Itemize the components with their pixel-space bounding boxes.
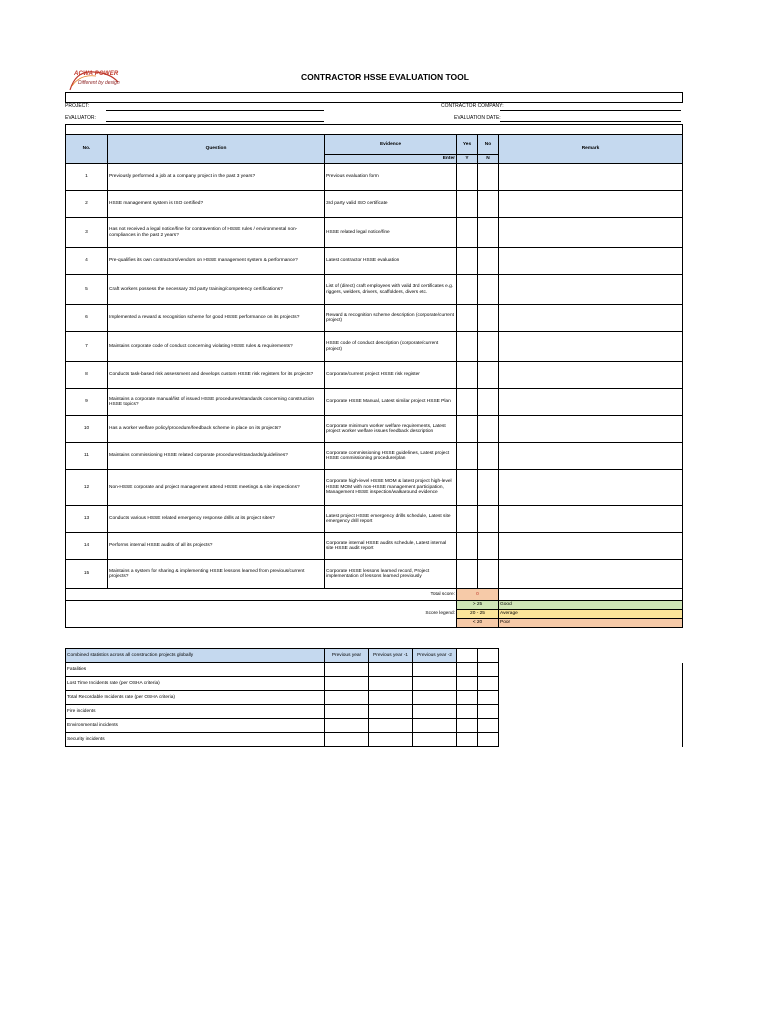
stats-col-previous-year: Previous year: [325, 649, 369, 663]
stats-cell[interactable]: [413, 663, 457, 677]
evidence-text: Corporate HSSE lessons learned record, Project implementation of lessons learned previously: [325, 560, 457, 589]
legend-range: < 20: [457, 619, 499, 628]
question-row: [66, 470, 683, 506]
header-evidence: Evidence: [325, 135, 457, 155]
question-text: Conducts various HSSE related emergency response drills at its project sites?: [108, 506, 325, 533]
stats-blank: [499, 719, 683, 733]
stats-cell[interactable]: [457, 719, 478, 733]
stats-cell[interactable]: [413, 705, 457, 719]
stats-cell[interactable]: [325, 719, 369, 733]
evaluator-label: EVALUATOR:: [65, 115, 96, 121]
yes-cell[interactable]: [457, 560, 478, 589]
contractor-label: CONTRACTOR COMPANY:: [441, 103, 504, 109]
evidence-text: Corporate high-level HSSE MOM & latest project high-level HSSE MOM with non-HSSE management participation, Management HSSE inspection/walkaround evidence: [325, 470, 457, 506]
question-text: Maintains a corporate manual/list of issued HSSE procedures/standards concerning construction HSSE topics?: [108, 389, 325, 416]
stats-row: [66, 691, 683, 705]
total-blank: [499, 589, 683, 601]
yes-cell[interactable]: [457, 248, 478, 275]
remark-cell[interactable]: [499, 560, 683, 589]
remark-cell[interactable]: [499, 164, 683, 191]
yes-cell[interactable]: [457, 305, 478, 332]
stats-row-label: Security incidents: [66, 733, 325, 747]
date-field[interactable]: [500, 121, 681, 122]
row-number: 6: [66, 305, 108, 332]
evidence-text: Latest project HSSE emergency drills schedule, Latest site emergency drill report: [325, 506, 457, 533]
evaluator-field[interactable]: [106, 121, 324, 122]
stats-row-label: Total Recordable Incidents rate (per OSHA criteria): [66, 691, 325, 705]
stats-cell[interactable]: [369, 691, 413, 705]
question-row: [66, 218, 683, 248]
evidence-text: HSSE related legal notice/fine: [325, 218, 457, 248]
yes-code: Y: [457, 155, 478, 164]
remark-cell[interactable]: [499, 443, 683, 470]
yes-cell[interactable]: [457, 533, 478, 560]
no-cell[interactable]: [478, 191, 499, 218]
evidence-text: Corporate internal HSSE audits schedule, Latest internal site HSSE audit report: [325, 533, 457, 560]
stats-header: Combined statistics across all construction projects globally: [66, 649, 325, 663]
stats-cell[interactable]: [457, 691, 478, 705]
question-row: [66, 416, 683, 443]
yes-cell[interactable]: [457, 470, 478, 506]
remark-cell[interactable]: [499, 416, 683, 443]
company-logo: [66, 68, 122, 94]
enter-label: Enter: [325, 155, 457, 164]
logo-name: ACWA POWER: [74, 71, 119, 77]
statistics-table: [65, 648, 683, 747]
stats-cell[interactable]: [413, 733, 457, 747]
page-title: CONTRACTOR HSSE EVALUATION TOOL: [301, 72, 469, 82]
evidence-text: Corporate minimum worker welfare requirements, Latest project worker welfare issues feedback description: [325, 416, 457, 443]
legend-range: 20 - 25: [457, 610, 499, 619]
header-yes: Yes: [457, 135, 478, 155]
stats-cell[interactable]: [325, 733, 369, 747]
question-row: [66, 533, 683, 560]
stats-cell[interactable]: [369, 677, 413, 691]
stats-row-label: Fatalities: [66, 663, 325, 677]
question-row: [66, 191, 683, 218]
yes-cell[interactable]: [457, 164, 478, 191]
row-number: 9: [66, 389, 108, 416]
stats-blank: [499, 677, 683, 691]
stats-cell[interactable]: [478, 677, 499, 691]
stats-cell[interactable]: [457, 663, 478, 677]
stats-cell[interactable]: [478, 719, 499, 733]
question-text: HSSE management system is ISO certified?: [108, 191, 325, 218]
header-remark: Remark: [499, 135, 683, 164]
remark-cell[interactable]: [499, 275, 683, 305]
question-row: [66, 275, 683, 305]
yes-cell[interactable]: [457, 389, 478, 416]
no-cell[interactable]: [478, 218, 499, 248]
no-cell[interactable]: [478, 560, 499, 589]
evidence-text: Latest contractor HSSE evaluation: [325, 248, 457, 275]
remark-cell[interactable]: [499, 218, 683, 248]
total-score: 0: [457, 589, 499, 601]
row-number: 13: [66, 506, 108, 533]
stats-row: [66, 719, 683, 733]
no-cell[interactable]: [478, 332, 499, 362]
no-cell[interactable]: [478, 248, 499, 275]
legend-text: Good: [499, 601, 683, 610]
row-number: 1: [66, 164, 108, 191]
row-number: 14: [66, 533, 108, 560]
legend-label: Score legend:: [66, 601, 457, 628]
remark-cell[interactable]: [499, 506, 683, 533]
no-cell[interactable]: [478, 362, 499, 389]
question-text: Maintains corporate code of conduct concerning violating HSSE rules & requirements?: [108, 332, 325, 362]
stats-cell[interactable]: [369, 733, 413, 747]
remark-cell[interactable]: [499, 470, 683, 506]
evaluation-table: [65, 134, 683, 628]
remark-cell[interactable]: [499, 533, 683, 560]
remark-cell[interactable]: [499, 332, 683, 362]
stats-cell[interactable]: [457, 733, 478, 747]
no-cell[interactable]: [478, 389, 499, 416]
header-bar: [65, 92, 683, 103]
row-number: 7: [66, 332, 108, 362]
stats-blank: [478, 649, 499, 663]
question-text: Maintains commissioning HSSE related corporate procedures/standards/guidelines?: [108, 443, 325, 470]
yes-cell[interactable]: [457, 275, 478, 305]
stats-cell[interactable]: [413, 719, 457, 733]
question-row: [66, 443, 683, 470]
question-text: Previously performed a job at a company project in the past 3 years?: [108, 164, 325, 191]
stats-cell[interactable]: [325, 677, 369, 691]
evidence-text: Reward & recognition scheme description (corporate/current project): [325, 305, 457, 332]
stats-blank: [499, 649, 683, 663]
no-cell[interactable]: [478, 275, 499, 305]
no-cell[interactable]: [478, 443, 499, 470]
legend-text: Average: [499, 610, 683, 619]
question-text: Non-HSSE corporate and project management attend HSSE meetings & site inspections?: [108, 470, 325, 506]
stats-cell[interactable]: [413, 691, 457, 705]
question-text: Has a worker welfare policy/procedure/feedback scheme in place on its projects?: [108, 416, 325, 443]
date-label: EVALUATION DATE:: [454, 115, 501, 121]
no-cell[interactable]: [478, 470, 499, 506]
legend-range: > 25: [457, 601, 499, 610]
stats-cell[interactable]: [325, 663, 369, 677]
no-cell[interactable]: [478, 305, 499, 332]
stats-col-previous-year-1: Previous year -1: [369, 649, 413, 663]
question-text: Performs internal HSSE audits of all its projects?: [108, 533, 325, 560]
stats-cell[interactable]: [369, 719, 413, 733]
stats-cell[interactable]: [478, 733, 499, 747]
no-cell[interactable]: [478, 416, 499, 443]
question-row: [66, 560, 683, 589]
remark-cell[interactable]: [499, 305, 683, 332]
legend-row: [66, 601, 683, 610]
project-field[interactable]: [106, 110, 324, 111]
stats-cell[interactable]: [413, 677, 457, 691]
remark-cell[interactable]: [499, 389, 683, 416]
evidence-text: List of (direct) craft employees with valid 3rd certificates e.g. riggers, welders, drivers, scaffolders, divers etc.: [325, 275, 457, 305]
no-code: N: [478, 155, 499, 164]
header-question: Question: [108, 135, 325, 164]
stats-blank: [499, 663, 683, 677]
evidence-text: Corporate/current project HSSE risk register: [325, 362, 457, 389]
row-number: 2: [66, 191, 108, 218]
evidence-text: Previous evaluation form: [325, 164, 457, 191]
stats-row-label: Fire incidents: [66, 705, 325, 719]
legend-text: Poor: [499, 619, 683, 628]
no-cell[interactable]: [478, 506, 499, 533]
row-number: 10: [66, 416, 108, 443]
header-no: No.: [66, 135, 108, 164]
row-number: 4: [66, 248, 108, 275]
stats-row: [66, 663, 683, 677]
no-cell[interactable]: [478, 164, 499, 191]
stats-cell[interactable]: [457, 705, 478, 719]
logo-tagline: Different by design: [78, 80, 120, 86]
question-text: Conducts task-based risk assessment and develops custom HSSE risk registers for its projects?: [108, 362, 325, 389]
stats-cell[interactable]: [457, 677, 478, 691]
question-row: [66, 506, 683, 533]
header-no-col: No: [478, 135, 499, 155]
question-row: [66, 389, 683, 416]
question-row: [66, 164, 683, 191]
row-number: 12: [66, 470, 108, 506]
total-label: Total score:: [66, 589, 457, 601]
stats-row-label: Lost Time Incidents rate (per OSHA criteria): [66, 677, 325, 691]
remark-cell[interactable]: [499, 248, 683, 275]
evidence-text: 3rd party valid ISO certificate: [325, 191, 457, 218]
no-cell[interactable]: [478, 533, 499, 560]
evidence-text: Corporate HSSE Manual, Latest similar project HSSE Plan: [325, 389, 457, 416]
total-row: [66, 589, 683, 601]
row-number: 5: [66, 275, 108, 305]
stats-row-label: Environmental incidents: [66, 719, 325, 733]
stats-row: [66, 705, 683, 719]
stats-cell[interactable]: [478, 691, 499, 705]
evidence-text: HSSE code of conduct description (corporate/current project): [325, 332, 457, 362]
stats-cell[interactable]: [478, 705, 499, 719]
remark-cell[interactable]: [499, 191, 683, 218]
question-row: [66, 248, 683, 275]
stats-row: [66, 677, 683, 691]
row-number: 15: [66, 560, 108, 589]
yes-cell[interactable]: [457, 416, 478, 443]
stats-blank: [499, 705, 683, 719]
yes-cell[interactable]: [457, 218, 478, 248]
stats-cell[interactable]: [369, 663, 413, 677]
stats-row: [66, 733, 683, 747]
question-row: [66, 362, 683, 389]
row-number: 8: [66, 362, 108, 389]
yes-cell[interactable]: [457, 191, 478, 218]
yes-cell[interactable]: [457, 362, 478, 389]
question-row: [66, 332, 683, 362]
row-number: 3: [66, 218, 108, 248]
question-text: Has not received a legal notice/fine for contravention of HSSE rules / environmental non-compliances in the past 2 years?: [108, 218, 325, 248]
remark-cell[interactable]: [499, 362, 683, 389]
row-number: 11: [66, 443, 108, 470]
project-label: PROJECT:: [65, 103, 90, 109]
stats-cell[interactable]: [369, 705, 413, 719]
question-text: Maintains a system for sharing & implementing HSSE lessons learned from previous/current projects?: [108, 560, 325, 589]
question-text: Pre-qualifies its own contractors/vendors on HSSE management system & performance?: [108, 248, 325, 275]
question-row: [66, 305, 683, 332]
contractor-field[interactable]: [500, 110, 681, 111]
stats-cell[interactable]: [478, 663, 499, 677]
question-text: Craft workers possess the necessary 3rd party training/competency certifications?: [108, 275, 325, 305]
stats-blank: [499, 733, 683, 747]
question-text: Implemented a reward & recognition scheme for good HSSE performance on its projects?: [108, 305, 325, 332]
stats-cell[interactable]: [325, 691, 369, 705]
yes-cell[interactable]: [457, 506, 478, 533]
stats-blank: [499, 691, 683, 705]
stats-blank: [457, 649, 478, 663]
stats-col-previous-year-2: Previous year -2: [413, 649, 457, 663]
evidence-text: Corporate commissioning HSSE guidelines, Latest project HSSE commissioning procedure/plan: [325, 443, 457, 470]
yes-cell[interactable]: [457, 443, 478, 470]
stats-cell[interactable]: [325, 705, 369, 719]
yes-cell[interactable]: [457, 332, 478, 362]
